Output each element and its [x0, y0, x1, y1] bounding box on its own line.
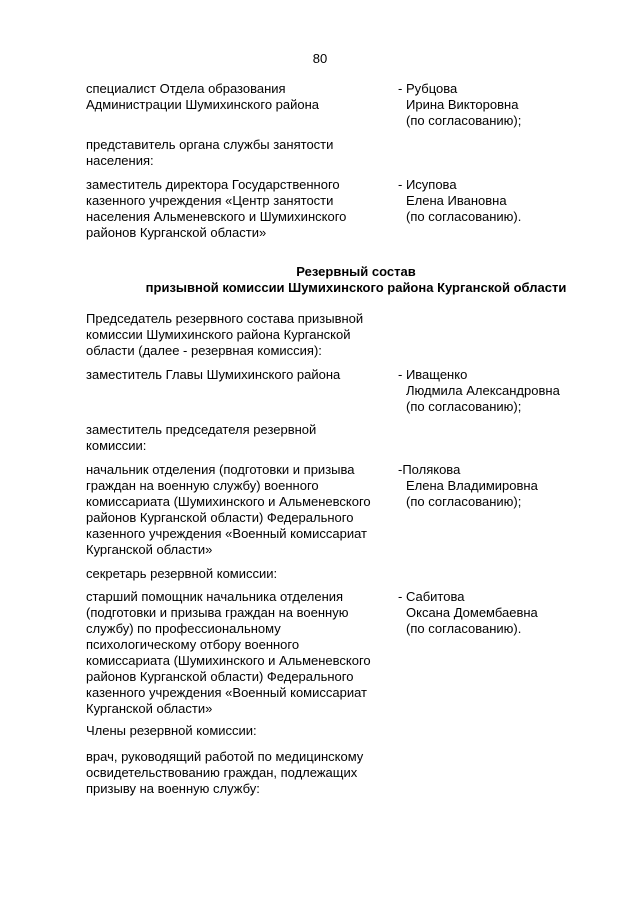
text-line: комиссариата (Шумихинского и Альменевского: [86, 653, 371, 668]
person-note: (по согласованию);: [406, 113, 522, 128]
text-line: Председатель резервного состава призывной: [86, 311, 364, 326]
text-line: специалист Отдела образования: [86, 81, 286, 96]
reserve-entry-7-position: [86, 723, 386, 739]
text-line: старший помощник начальника отделения: [86, 589, 344, 604]
person-name: Елена Владимировна: [406, 478, 538, 493]
reserve-entry-4-position: [86, 462, 386, 558]
person-name: Елена Ивановна: [406, 193, 507, 208]
person-note: (по согласованию);: [406, 494, 522, 509]
person-name: Ирина Викторовна: [406, 97, 519, 112]
text-line: населения Альменевского и Шумихинского: [86, 209, 347, 224]
text-line: (подготовки и призыва граждан на военную: [86, 605, 349, 620]
person-name: - Исупова: [398, 177, 457, 192]
page-number: 80: [312, 51, 328, 66]
person-name: -Полякова: [398, 462, 461, 477]
person-name: - Сабитова: [398, 589, 465, 604]
text-line: Члены резервной комиссии:: [86, 723, 257, 738]
reserve-entry-3-position: [86, 422, 386, 454]
text-line: психологическому отбору военного: [86, 637, 300, 652]
reserve-entry-6-position: [86, 589, 386, 717]
entry-3-position: [86, 177, 386, 241]
text-line: комиссариата (Шумихинского и Альменевского: [86, 494, 371, 509]
text-line: Курганской области»: [86, 701, 213, 716]
person-name: - Иващенко: [398, 367, 468, 382]
text-line: казенного учреждения «Военный комиссариат: [86, 685, 367, 700]
reserve-entry-5-position: [86, 566, 386, 582]
reserve-chair-position: [86, 311, 386, 359]
text-line: комиссии:: [86, 438, 147, 453]
text-line: Курганской области»: [86, 542, 213, 557]
heading-line: Резервный состав: [296, 264, 416, 279]
text-line: населения:: [86, 153, 154, 168]
text-line: граждан на военную службу) военного: [86, 478, 319, 493]
entry-1-person: [398, 81, 598, 129]
entry-3-person: [398, 177, 598, 225]
text-line: секретарь резервной комиссии:: [86, 566, 278, 581]
entry-2-position: [86, 137, 386, 169]
person-note: (по согласованию).: [406, 621, 522, 636]
text-line: казенного учреждения «Центр занятости: [86, 193, 334, 208]
text-line: заместитель директора Государственного: [86, 177, 340, 192]
text-line: области (далее - резервная комиссия):: [86, 343, 322, 358]
text-line: казенного учреждения «Военный комиссариат: [86, 526, 367, 541]
reserve-entry-8-position: [86, 749, 386, 797]
heading-line: призывной комиссии Шумихинского района Курганской области: [145, 280, 567, 295]
text-line: службу) по профессиональному: [86, 621, 281, 636]
text-line: начальник отделения (подготовки и призыва: [86, 462, 355, 477]
reserve-entry-2-position: [86, 367, 386, 383]
person-note: (по согласованию).: [406, 209, 522, 224]
reserve-entry-4-person: [398, 462, 598, 510]
person-name: - Рубцова: [398, 81, 458, 96]
person-note: (по согласованию);: [406, 399, 522, 414]
text-line: районов Курганской области»: [86, 225, 267, 240]
text-line: заместитель Главы Шумихинского района: [86, 367, 341, 382]
reserve-entry-2-person: [398, 367, 598, 415]
text-line: призыву на военную службу:: [86, 781, 260, 796]
text-line: освидетельствованию граждан, подлежащих: [86, 765, 358, 780]
text-line: врач, руководящий работой по медицинскому: [86, 749, 364, 764]
entry-1-position: [86, 81, 386, 113]
person-name: Оксана Домембаевна: [406, 605, 538, 620]
text-line: Администрации Шумихинского района: [86, 97, 320, 112]
text-line: представитель органа службы занятости: [86, 137, 334, 152]
text-line: комиссии Шумихинского района Курганской: [86, 327, 351, 342]
person-name: Людмила Александровна: [406, 383, 560, 398]
reserve-entry-6-person: [398, 589, 598, 637]
section-heading: [0, 264, 640, 296]
text-line: районов Курганской области) Федерального: [86, 669, 354, 684]
text-line: районов Курганской области) Федерального: [86, 510, 354, 525]
text-line: заместитель председателя резервной: [86, 422, 317, 437]
